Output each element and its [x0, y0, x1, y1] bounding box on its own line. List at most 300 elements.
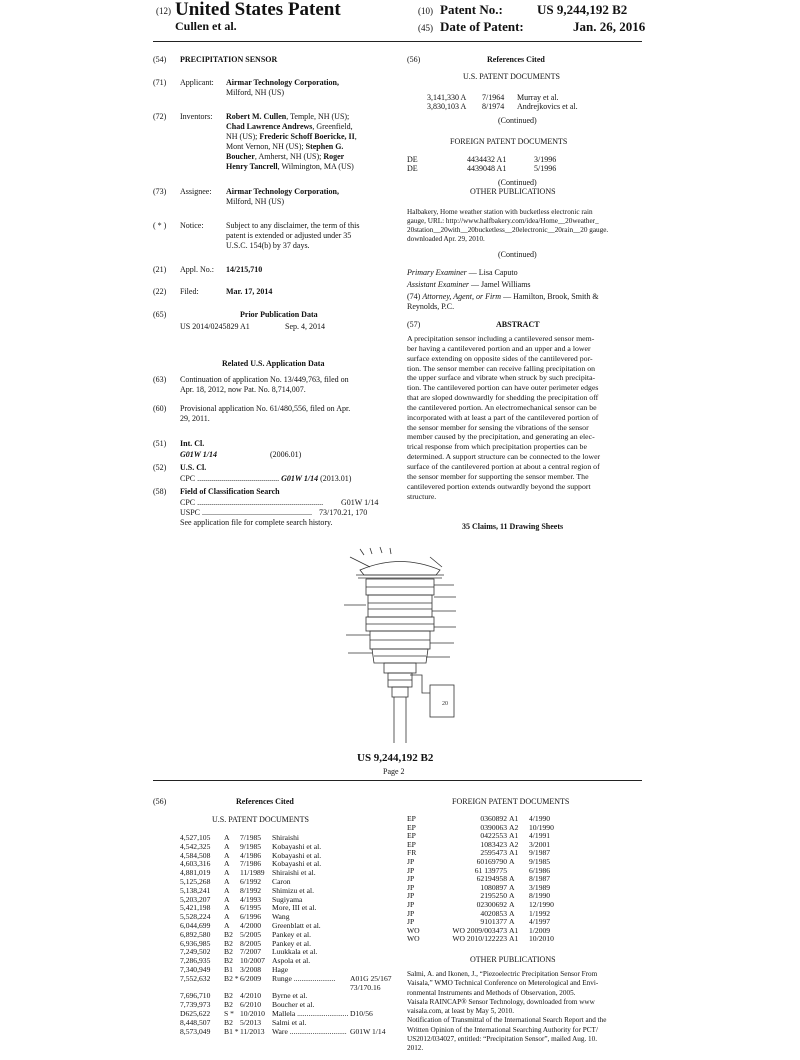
- ref-kind: A: [224, 903, 230, 913]
- appl-no-label: Appl. No.:: [180, 265, 214, 274]
- ref-kind: A: [509, 917, 515, 927]
- attorney: [407, 292, 599, 302]
- ref-kind: A: [224, 894, 230, 904]
- table-row: [407, 841, 642, 850]
- ref-kind: A1: [509, 814, 519, 823]
- references-title: References Cited: [487, 55, 545, 64]
- ref-name: Pankey et al.: [272, 929, 312, 939]
- ref-name: Runge ......................: [272, 973, 336, 983]
- ref-kind: A1: [509, 831, 519, 841]
- other-pub-line: US2012/034027, entitled: “Precipitation Sensor”, mailed Aug. 10.: [407, 1035, 598, 1044]
- other-pub-text: gauge, URL: http://www.halfbakery.com/idea/Home__20weather_: [407, 217, 599, 225]
- page2-patent-number: US 9,244,192 B2: [357, 752, 434, 764]
- ref-number: 4439048 A1: [467, 164, 507, 173]
- continuation-text: Apr. 18, 2012, now Pat. No. 8,714,007.: [180, 385, 306, 394]
- primary-examiner-label: Primary Examiner: [407, 268, 467, 277]
- table-row: [407, 875, 642, 884]
- table-row: [407, 867, 642, 876]
- other-pub-text: 20station__20with__20bucketless__20electronic__20rain__20 gauge.: [407, 226, 609, 234]
- ref-name: Mallela ...........................: [272, 1008, 349, 1018]
- ref-date: 1/1992: [529, 908, 551, 918]
- abstract-title: ABSTRACT: [496, 320, 540, 329]
- page2-foreign-refs-table: [407, 815, 642, 944]
- page2-rule: [153, 780, 642, 781]
- applicant-label: Applicant:: [180, 78, 214, 87]
- other-pub-line: Written Opinion of the International Searching Authority for PCT/: [407, 1025, 598, 1034]
- ref-date: 9/1985: [240, 841, 262, 851]
- ref-name: Shiraishi et al.: [272, 868, 316, 878]
- ref-kind: A: [224, 876, 230, 886]
- abstract-line: member caused by the precipitation, and generating an elec-: [407, 432, 595, 442]
- other-pub-line: 2012.: [407, 1044, 424, 1053]
- ref-kind: B2: [224, 956, 233, 966]
- notice-text: Subject to any disclaimer, the term of this: [226, 221, 360, 230]
- ref-name: Andrejkovics et al.: [517, 102, 578, 111]
- ref-country: JP: [407, 917, 415, 927]
- ref-number: 61 139775: [474, 865, 507, 875]
- ref-number: 5,125,268: [180, 876, 211, 886]
- table-row: [427, 102, 578, 112]
- inventor-name: Chad Lawrence Andrews: [226, 122, 313, 131]
- page2-foreign-docs-heading: FOREIGN PATENT DOCUMENTS: [452, 797, 570, 806]
- ref-number: D625,622: [180, 1008, 211, 1018]
- field-63-code: (63): [153, 375, 167, 384]
- assistant-examiner: [407, 280, 531, 290]
- ref-number: 6,892,580: [180, 929, 211, 939]
- abstract-line: determined. A support structure can be connected to the lower: [407, 452, 601, 462]
- ref-kind: A: [509, 891, 515, 901]
- table-row: [407, 910, 642, 919]
- inventor-name: Robert M. Cullen: [226, 112, 287, 121]
- inventor-line: NH (US); Frederic Schoff Boericke, II,: [226, 132, 357, 141]
- ref-kind: B2: [224, 938, 233, 948]
- ref-number: 02300692: [476, 899, 507, 909]
- ref-country: EP: [407, 822, 416, 832]
- page2-other-pubs-body: [407, 970, 642, 1054]
- page2-field-56-code: (56): [153, 797, 167, 806]
- ref-country: FR: [407, 848, 417, 858]
- ref-date: 8/1974: [482, 102, 505, 111]
- notice-label: Notice:: [180, 221, 204, 230]
- table-row: [407, 164, 557, 174]
- inventor-location: , Greenfield,: [312, 122, 353, 131]
- inventor-location: , Amherst, NH (US);: [254, 152, 324, 161]
- ref-name: Kobayashi et al.: [272, 850, 322, 860]
- ref-kind: A: [509, 908, 515, 918]
- ref-date: 12/1990: [529, 899, 554, 909]
- ref-name: Aspola et al.: [272, 956, 311, 966]
- ref-name: Shimizu et al.: [272, 885, 314, 895]
- search-cpc-leader: CPC ...............................................................: [180, 498, 324, 507]
- abstract-line: the cantilevered portion. An electromechanical sensor can be: [407, 402, 597, 412]
- ref-name: More, III et al.: [272, 903, 317, 913]
- ref-number: 60169790: [476, 856, 507, 866]
- ref-kind: A: [224, 850, 230, 860]
- ref-date: 7/1964: [482, 93, 505, 102]
- field-71-code: (71): [153, 78, 167, 87]
- ref-number: 7,696,710: [180, 991, 211, 1001]
- cpc-class: G01W 1/14: [281, 474, 319, 483]
- abstract-line: trical response from which precipitation properties can be: [407, 442, 587, 452]
- field-58-code: (58): [153, 487, 167, 496]
- ref-date: 4/1986: [240, 850, 262, 860]
- patent-date-label: Date of Patent:: [440, 19, 524, 34]
- ref-name: Sugiyama: [272, 894, 303, 904]
- table-row: [180, 1028, 395, 1037]
- continued-note: (Continued): [498, 116, 537, 125]
- abstract-line: the upper surface and vibrate when struck by such precipita-: [407, 373, 596, 383]
- ref-kind: A: [224, 841, 230, 851]
- ref-number: 4,542,325: [180, 841, 211, 851]
- ref-number: 5,138,241: [180, 885, 211, 895]
- abstract-line: tion. The cantilevered portion can have outer perimeter edges: [407, 383, 599, 393]
- ref-kind: A: [224, 834, 230, 842]
- ref-number: 0360892: [480, 814, 507, 823]
- abstract-line: surface of the cantilevered portion at about a central region of: [407, 461, 600, 471]
- ref-number: 2595473: [480, 848, 507, 858]
- inventor-line: [226, 142, 343, 152]
- prior-pub-title: Prior Publication Data: [240, 310, 318, 319]
- ref-class: G01W 1/14: [350, 1026, 386, 1036]
- table-row: [407, 815, 642, 824]
- inventor-line: [226, 122, 353, 132]
- field-60-code: (60): [153, 404, 167, 413]
- table-row: [407, 935, 642, 944]
- us-cl-label: U.S. Cl.: [180, 463, 207, 472]
- ref-date: 6/1986: [529, 865, 551, 875]
- ref-country: JP: [407, 882, 415, 892]
- field-56-code: (56): [407, 55, 421, 64]
- ref-number: 62194958: [476, 874, 507, 884]
- ref-date: 10/2010: [240, 1008, 265, 1018]
- ref-name: Ware ..............................: [272, 1026, 347, 1036]
- field-51-code: (51): [153, 439, 167, 448]
- ref-country: WO: [407, 934, 420, 944]
- ref-kind: A2: [509, 822, 519, 832]
- ref-country: EP: [407, 814, 416, 823]
- table-row: [407, 858, 642, 867]
- ref-date: 8/1987: [529, 874, 551, 884]
- foreign-docs-heading: FOREIGN PATENT DOCUMENTS: [450, 137, 568, 146]
- inventor-location: , Wilmington, MA (US): [277, 162, 354, 171]
- table-row: [407, 824, 642, 833]
- other-pub-line: Vaisala,” WMO Technical Conference on Meterological and Envi-: [407, 979, 599, 988]
- continued-note: (Continued): [498, 250, 537, 259]
- ref-country: EP: [407, 831, 416, 841]
- ref-number: 0390063: [480, 822, 507, 832]
- ref-kind: A1: [509, 925, 519, 935]
- applicant-name: Airmar Technology Corporation,: [226, 78, 339, 87]
- ref-date: 6/2010: [240, 1000, 262, 1010]
- ref-country: JP: [407, 856, 415, 866]
- field-search-label: Field of Classification Search: [180, 487, 280, 496]
- ref-date: 5/2013: [240, 1017, 262, 1027]
- inventor-location: , Temple, NH (US);: [286, 112, 350, 121]
- ref-country: WO: [407, 925, 420, 935]
- ref-date: 8/1992: [240, 885, 262, 895]
- applicant-location: Milford, NH (US): [226, 88, 284, 97]
- table-row: [407, 901, 642, 910]
- ref-date: 3/2001: [529, 839, 551, 849]
- other-pub-text: downloaded Apr. 29, 2010.: [407, 235, 485, 243]
- ref-date: 8/2005: [240, 938, 262, 948]
- ref-name: Kobayashi et al.: [272, 841, 322, 851]
- page2-us-refs-table: [180, 834, 395, 1060]
- ref-kind: B1: [224, 964, 233, 974]
- sensor-cap-shape: [360, 562, 440, 576]
- ref-kind: A: [509, 856, 515, 866]
- ref-number: 0422553: [480, 831, 507, 841]
- ref-number: 2195250: [480, 891, 507, 901]
- prior-pub-date: Sep. 4, 2014: [285, 322, 325, 331]
- abstract-body: [407, 334, 639, 501]
- abstract-line: tion. The sensor member can receive falling precipitation on: [407, 363, 595, 373]
- inventor-location: NH (US);: [226, 132, 260, 141]
- ref-date: 1/2009: [529, 925, 551, 935]
- ref-name: Kobayashi et al.: [272, 859, 322, 869]
- other-pubs-heading: OTHER PUBLICATIONS: [470, 187, 556, 196]
- ref-number: 6,044,699: [180, 920, 211, 930]
- inventor-name: Frederic Schoff Boericke, II: [259, 132, 355, 141]
- table-row: [407, 927, 642, 936]
- ref-kind: A2: [509, 839, 519, 849]
- ref-name: Caron: [272, 876, 291, 886]
- ref-name: Luukkala et al.: [272, 947, 318, 957]
- prior-pub-number: US 2014/0245829 A1: [180, 322, 250, 331]
- field-65-code: (65): [153, 310, 167, 319]
- ref-date: 3/1996: [534, 155, 557, 164]
- ref-date: 5/1996: [534, 164, 557, 173]
- ref-number: 8,448,507: [180, 1017, 211, 1027]
- ref-kind: A: [509, 874, 515, 884]
- ref-number: 7,286,935: [180, 956, 211, 966]
- abstract-line: A precipitation sensor including a cantilevered sensor mem-: [407, 334, 595, 343]
- header-code-45: (45): [418, 23, 433, 33]
- field-73-code: (73): [153, 187, 167, 196]
- continuation-text: Continuation of application No. 13/449,763, filed on: [180, 375, 349, 384]
- ref-name: Pankey et al.: [272, 938, 312, 948]
- ref-kind: A: [224, 868, 230, 878]
- ref-country: JP: [407, 874, 415, 884]
- field-74-code: (74): [407, 292, 421, 301]
- ref-country: JP: [407, 865, 415, 875]
- ref-name: Byrne et al.: [272, 991, 308, 1001]
- patent-type-title: United States Patent: [175, 0, 341, 20]
- ref-country: DE: [407, 164, 418, 173]
- inventor-name: Stephen G.: [305, 142, 344, 151]
- ref-class: D10/56: [350, 1008, 373, 1018]
- ref-kind: B2: [224, 947, 233, 957]
- abstract-line: incorporated with at least a part of the cantilevered portion of: [407, 412, 599, 422]
- ref-date: 4/2000: [240, 920, 262, 930]
- ref-kind: B1 *: [224, 1026, 239, 1036]
- ref-date: 11/2013: [240, 1026, 265, 1036]
- ref-name: Greenblatt et al.: [272, 920, 321, 930]
- ref-country: EP: [407, 839, 416, 849]
- filed-value: Mar. 17, 2014: [226, 287, 273, 296]
- header-code-12: (12): [156, 6, 171, 16]
- us-patent-docs-heading: U.S. PATENT DOCUMENTS: [463, 72, 560, 81]
- ref-class: A01G 25/167: [350, 973, 392, 983]
- inventor-name: Henry Tancrell: [226, 162, 278, 171]
- ref-kind: B2: [224, 991, 233, 1001]
- patent-number: US 9,244,192 B2: [537, 2, 628, 17]
- ref-number: 1080897: [480, 882, 507, 892]
- primary-examiner: [407, 268, 518, 278]
- ref-name: Murray et al.: [517, 93, 559, 102]
- ref-number: WO 2010/122223: [452, 934, 507, 944]
- abstract-line: that are sloped downwardly for shedding the precipitation off: [407, 393, 599, 403]
- drawing-box-label: 20: [442, 701, 448, 707]
- ref-number: 7,340,949: [180, 964, 211, 974]
- ref-kind: B2: [224, 1017, 233, 1027]
- assignee-name: Airmar Technology Corporation,: [226, 187, 339, 196]
- ref-date: 3/2008: [240, 964, 262, 974]
- ref-date: 4/2010: [240, 991, 262, 1001]
- ref-number: 1083423: [480, 839, 507, 849]
- int-cl-class: G01W 1/14: [180, 450, 217, 459]
- field-72-code: (72): [153, 112, 167, 121]
- search-uspc-leader: USPC .......................................................: [180, 508, 313, 517]
- search-cpc-value: G01W 1/14: [341, 498, 379, 507]
- ref-kind: A: [224, 859, 230, 869]
- assistant-examiner-name: — Jamel Williams: [469, 280, 531, 289]
- ref-number: 3,141,330 A: [427, 93, 467, 102]
- other-pub-text: Halbakery, Home weather station with bucketless electronic rain: [407, 208, 593, 216]
- ref-kind: A: [224, 885, 230, 895]
- assistant-examiner-label: Assistant Examiner: [407, 280, 469, 289]
- primary-examiner-name: — Lisa Caputo: [466, 268, 518, 277]
- header-code-10: (10): [418, 6, 433, 16]
- other-pub-line: Notification of Transmittal of the International Search Report and the: [407, 1016, 607, 1025]
- ref-name: Wang: [272, 912, 290, 922]
- patent-header: [0, 0, 800, 40]
- page2-other-pubs-heading: OTHER PUBLICATIONS: [470, 955, 556, 964]
- ref-date: 4/1991: [529, 831, 551, 841]
- ref-number: 7,249,502: [180, 947, 211, 957]
- search-uspc-value: 73/170.21, 170: [319, 508, 368, 517]
- us-cl-cpc: [180, 474, 351, 484]
- ref-name: Boucher et al.: [272, 1000, 315, 1010]
- patent-authors: Cullen et al.: [175, 19, 237, 33]
- assignee-label: Assignee:: [180, 187, 212, 196]
- table-row: [407, 884, 642, 893]
- ref-country: JP: [407, 908, 415, 918]
- inventor-location: Mont Vernon, NH (US);: [226, 142, 306, 151]
- inventor-line: [226, 112, 349, 122]
- ref-number: 9101377: [480, 917, 507, 927]
- ref-number: 5,528,224: [180, 912, 211, 922]
- appl-no-value: 14/215,710: [226, 265, 263, 274]
- ref-name: Shiraishi: [272, 834, 300, 842]
- filed-label: Filed:: [180, 287, 199, 296]
- ref-kind: B2: [224, 929, 233, 939]
- field-21-code: (21): [153, 265, 167, 274]
- field-54-code: (54): [153, 55, 167, 64]
- table-row: [407, 892, 642, 901]
- page2-page-number: Page 2: [383, 767, 405, 776]
- field-52-code: (52): [153, 463, 167, 472]
- ref-kind: A: [509, 899, 515, 909]
- ref-date: 7/2007: [240, 947, 262, 957]
- ref-date: 6/1995: [240, 903, 262, 913]
- ref-number: 4,603,316: [180, 859, 211, 869]
- related-app-title: Related U.S. Application Data: [222, 359, 325, 368]
- ref-kind: A1: [509, 934, 519, 944]
- field-57-code: (57): [407, 320, 421, 329]
- ref-date: 4/1993: [240, 894, 262, 904]
- ref-date: 6/2009: [240, 973, 262, 983]
- ref-kind: A: [224, 920, 230, 930]
- ref-country: JP: [407, 891, 415, 901]
- cpc-leader: CPC .........................................: [180, 474, 280, 483]
- attorney-label: Attorney, Agent, or Firm: [422, 292, 502, 301]
- ref-kind: B2: [224, 1000, 233, 1010]
- ref-number: 8,573,049: [180, 1026, 211, 1036]
- ref-kind: A1: [509, 848, 519, 858]
- abstract-line: surface extending on opposite sides of the cantilevered por-: [407, 353, 593, 363]
- ref-number: 3,830,103 A: [427, 102, 467, 111]
- ref-date: 10/1990: [529, 822, 554, 832]
- abstract-line: cantilevered portion extends outwardly beyond the support: [407, 481, 591, 491]
- notice-text: U.S.C. 154(b) by 37 days.: [226, 241, 310, 250]
- invention-title: PRECIPITATION SENSOR: [180, 55, 278, 64]
- ref-date: 11/1989: [240, 868, 265, 878]
- search-history-note: See application file for complete search history.: [180, 518, 333, 527]
- inventor-name: Roger: [323, 152, 345, 161]
- ref-kind: A: [224, 912, 230, 922]
- ref-number: 6,936,985: [180, 938, 211, 948]
- ref-number: WO 2009/003473: [452, 925, 507, 935]
- provisional-text: Provisional application No. 61/480,556, filed on Apr.: [180, 404, 351, 413]
- notice-code: ( * ): [153, 221, 167, 230]
- ref-class: 73/170.16: [350, 982, 381, 992]
- ref-date: 5/2005: [240, 929, 262, 939]
- ref-date: 6/1996: [240, 912, 262, 922]
- int-cl-label: Int. Cl.: [180, 439, 205, 448]
- abstract-line: structure.: [407, 491, 437, 501]
- ref-date: 7/1986: [240, 859, 262, 869]
- ref-date: 6/1992: [240, 876, 262, 886]
- ref-number: 5,421,198: [180, 903, 211, 913]
- inventors-label: Inventors:: [180, 112, 213, 121]
- ref-kind: A: [509, 882, 515, 892]
- ref-name: Salmi et al.: [272, 1017, 307, 1027]
- ref-date: 7/1985: [240, 834, 262, 842]
- inventor-line: [226, 162, 354, 172]
- provisional-text: 29, 2011.: [180, 414, 210, 423]
- other-pub-line: Vaisala RAINCAP® Sensor Technology, downloaded from www: [407, 997, 595, 1006]
- ref-name: Hage: [272, 964, 289, 974]
- abstract-line: ber having a cantilevered portion and an upper and a lower: [407, 343, 591, 353]
- ref-number: 4020853: [480, 908, 507, 918]
- ref-kind: S *: [224, 1008, 234, 1018]
- assignee-location: Milford, NH (US): [226, 197, 284, 206]
- other-pub-line: vaisala.com, at least by May 5, 2010.: [407, 1007, 514, 1016]
- ref-number: 4,881,019: [180, 868, 211, 878]
- continued-note: (Continued): [498, 178, 537, 187]
- page2-references-title: References Cited: [236, 797, 294, 806]
- inventor-name: Boucher: [226, 152, 255, 161]
- attorney-name: — Hamilton, Brook, Smith &: [501, 292, 599, 301]
- ref-number: 5,203,207: [180, 894, 211, 904]
- ref-date: 4/1990: [529, 814, 551, 823]
- ref-country: JP: [407, 899, 415, 909]
- claims-count: 35 Claims, 11 Drawing Sheets: [462, 522, 564, 531]
- notice-text: patent is extended or adjusted under 35: [226, 231, 352, 240]
- ref-number: 4,584,508: [180, 850, 211, 860]
- ref-date: 10/2010: [529, 934, 554, 944]
